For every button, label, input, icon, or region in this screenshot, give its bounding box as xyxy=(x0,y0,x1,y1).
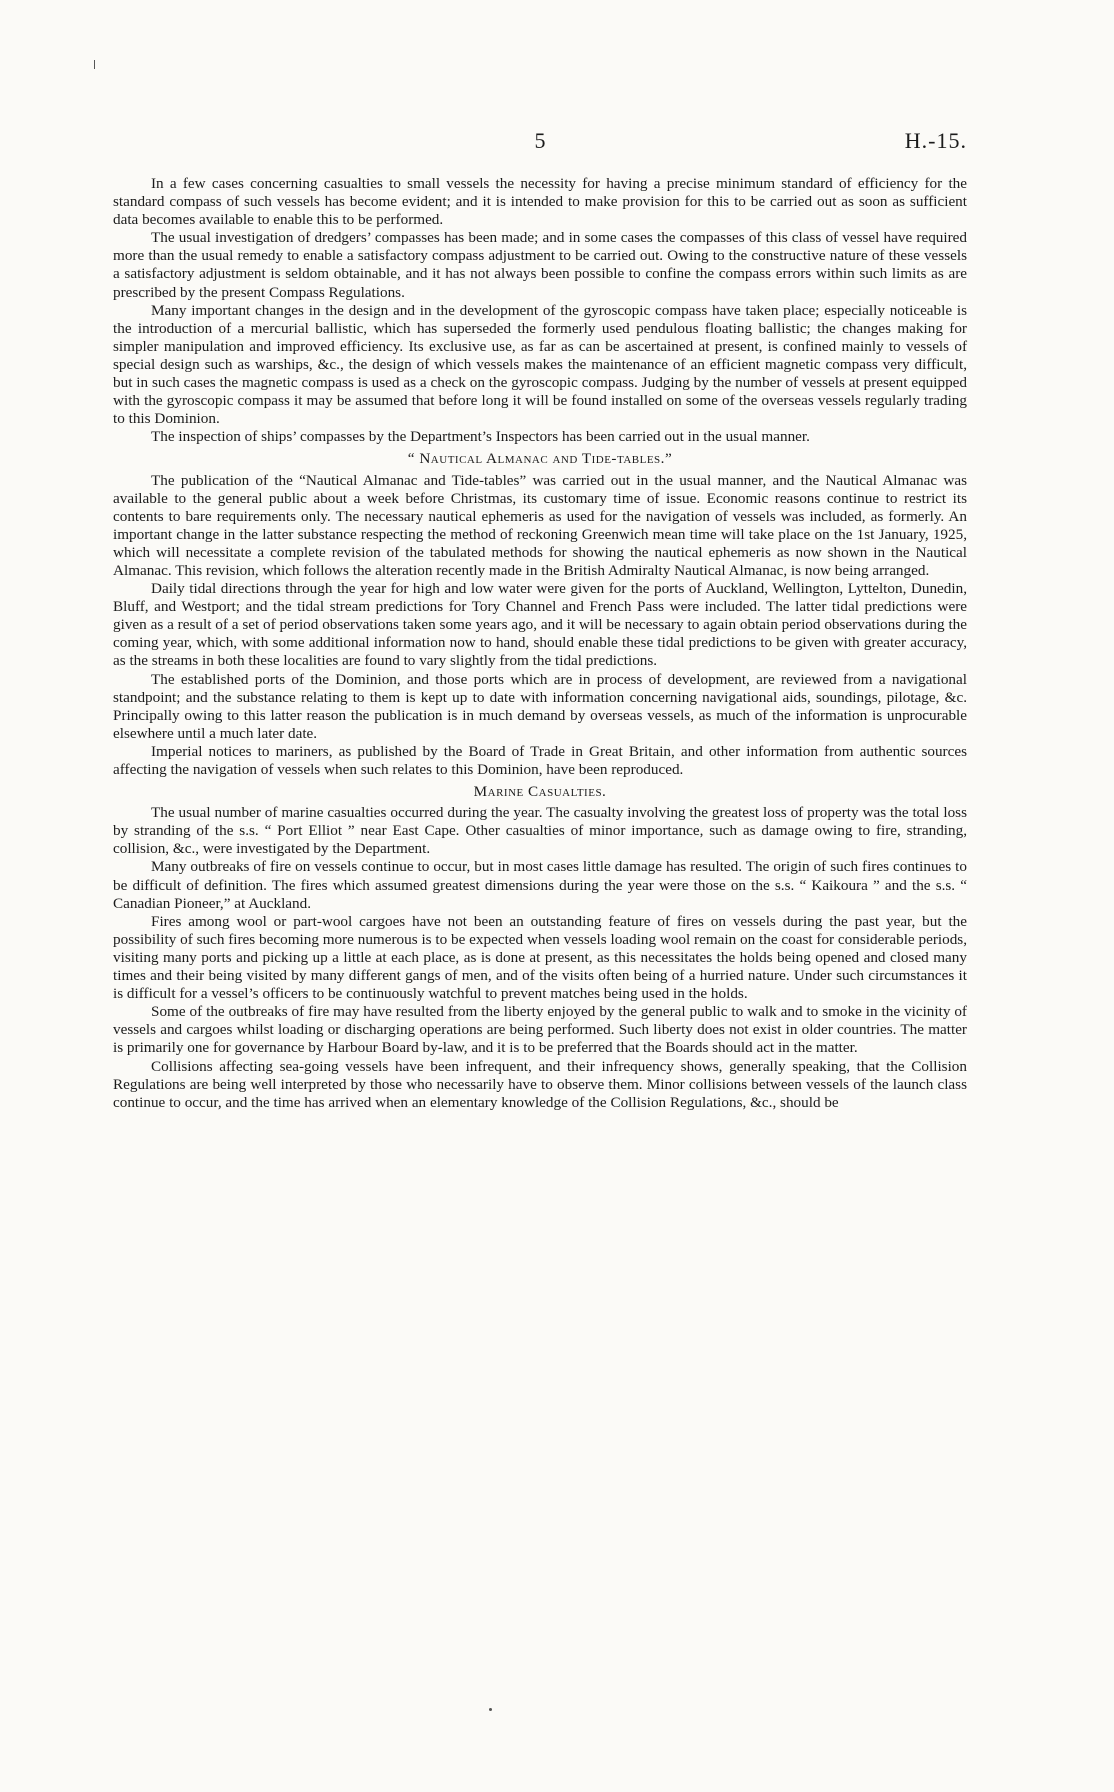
paragraph: Collisions affecting sea-going vessels have been infrequent, and their infrequency shows, generally speaking, that the Collision Regulations are being well interpreted by those who necessarily have to observe them. Minor collisions between vessels of the launch class continue to occur, and the time has arrived when an elementary knowledge of the Collision Regulations, &c., should be xyxy=(113,1057,967,1111)
page-header xyxy=(113,128,967,158)
scan-speck xyxy=(94,60,95,69)
paragraph: Daily tidal directions through the year for high and low water were given for the ports of Auckland, Wellington, Lyttelton, Dunedin, Bluff, and Westport; and the tidal stream predictions for Tory Channel and French Pass were included. The latter tidal predictions were given as a result of a set of period observations taken some years ago, and it will be necessary to again obtain period observations during the coming year, which, with some additional information now to hand, should enable these tidal predictions to be given with greater accuracy, as the streams in both these localities are found to vary slightly from the tidal predictions. xyxy=(113,580,967,670)
body-text xyxy=(113,175,967,1112)
paragraph: Many important changes in the design and in the development of the gyroscopic compass have taken place; especially noticeable is the introduction of a mercurial ballistic, which has superseded the formerly used pendulous floating ballistic; the changes making for simpler manipulation and improved efficiency. Its exclusive use, as far as can be ascertained at present, is confined mainly to vessels of special design such as warships, &c., the design of which vessels makes the maintenance of an efficient magnetic compass very difficult, but in such cases the magnetic compass is used as a check on the gyroscopic compass. Judging by the number of vessels at present equipped with the gyroscopic compass it may be assumed that before long it will be found installed on some of the overseas vessels regularly trading to this Dominion. xyxy=(113,301,967,428)
page-number: 5 xyxy=(534,128,546,153)
paragraph: Imperial notices to mariners, as published by the Board of Trade in Great Britain, and other information from authentic sources affecting the navigation of vessels when such relates to this Dominion, have been reproduced. xyxy=(113,742,967,778)
paragraph: Fires among wool or part-wool cargoes have not been an outstanding feature of fires on vessels during the past year, but the possibility of such fires becoming more numerous is to be expected when vessels loading wool remain on the coast for considerable periods, visiting many ports and picking up a little at each place, as is done at present, as this necessitates the holds being opened and closed many times and their being visited by many different gangs of men, and of the visits often being of a hurried nature. Under such circumstances it is difficult for a vessel’s officers to be continuously watchful to prevent matches being used in the holds. xyxy=(113,912,967,1003)
paragraph: Many outbreaks of fire on vessels continue to occur, but in most cases little damage has resulted. The origin of such fires continues to be difficult of definition. The fires which assumed greatest dimensions during the year were those on the s.s. “ Kaikoura ” and the s.s. “ Canadian Pioneer,” at Auckland. xyxy=(113,858,967,912)
paragraph: In a few cases concerning casualties to small vessels the necessity for having a precise minimum standard of efficiency for the standard compass of such vessels has become evident; and it is intended to make provision for this to be carried out as soon as sufficient data becomes available to enable this to be performed. xyxy=(113,175,967,229)
paragraph: The usual investigation of dredgers’ compasses has been made; and in some cases the compasses of this class of vessel have required more than the usual remedy to enable a satisfactory compass adjustment to be carried out. Owing to the constructive nature of these vessels a satisfactory adjustment is seldom obtainable, and it has not always been possible to confine the compass errors within such limits as are prescribed by the present Compass Regulations. xyxy=(113,229,967,301)
paragraph: The inspection of ships’ compasses by the Department’s Inspectors has been carried out in the usual manner. xyxy=(151,428,810,446)
scan-speck xyxy=(489,1708,492,1711)
paragraph: Some of the outbreaks of fire may have resulted from the liberty enjoyed by the general public to walk and to smoke in the vicinity of vessels and cargoes whilst loading or discharging operations are being performed. Such liberty does not exist in older countries. The matter is primarily one for governance by Harbour Board by-law, and it is to be preferred that the Boards should act in the matter. xyxy=(113,1003,967,1057)
section-heading-casualties: Marine Casualties. xyxy=(473,783,607,801)
paragraph: The publication of the “Nautical Almanac and Tide-tables” was carried out in the usual manner, and the Nautical Almanac was available to the general public about a week before Christmas, its customary time of issue. Economic reasons continue to restrict its contents to bare requirements only. The necessary nautical ephemeris as used for the navigation of vessels was included, as formerly. An important change in the latter substance respecting the method of reckoning Greenwich mean time will take place on the 1st January, 1925, which will necessitate a complete revision of the tabulated methods for showing the nautical ephemeris as now shown in the Nautical Almanac. This revision, which follows the alteration recently made in the British Admiralty Nautical Almanac, is now being arranged. xyxy=(113,471,967,579)
section-heading-almanac: “ Nautical Almanac and Tide-tables.” xyxy=(407,450,673,468)
paragraph: The usual number of marine casualties occurred during the year. The casualty involving the greatest loss of property was the total loss by stranding of the s.s. “ Port Elliot ” near East Cape. Other casualties of minor importance, such as damage owing to fire, stranding, collision, &c., were investigated by the Department. xyxy=(113,804,967,858)
paragraph: The established ports of the Dominion, and those ports which are in process of development, are reviewed from a navigational standpoint; and the substance relating to them is kept up to date with information concerning navigational aids, soundings, pilotage, &c. Principally owing to this latter reason the publication is in much demand by overseas vessels, as much of the information is unprocurable elsewhere until a much later date. xyxy=(113,670,967,742)
document-reference: H.-15. xyxy=(904,128,967,153)
